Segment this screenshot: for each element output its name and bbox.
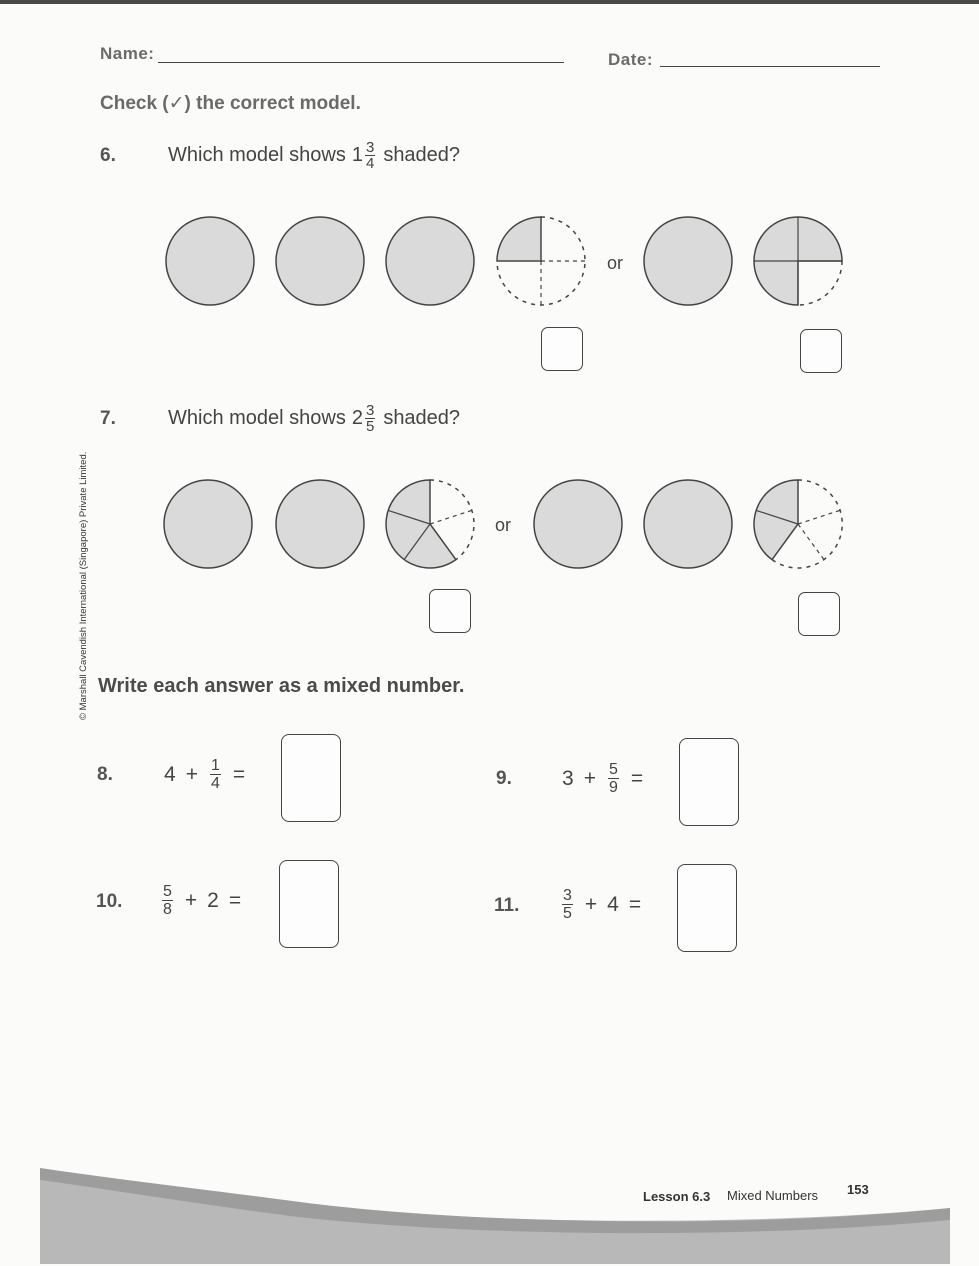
footer-lesson: Lesson 6.3	[643, 1189, 711, 1204]
q6-models	[155, 200, 855, 320]
q6-model-a-whole-circle-1	[166, 217, 254, 305]
q7-checkbox-a[interactable]	[429, 589, 471, 633]
p11-expression	[560, 887, 641, 922]
q7-checkbox-b[interactable]	[798, 592, 840, 636]
q7-model-b-whole-circle-1	[534, 480, 622, 568]
p11-fraction	[562, 887, 573, 922]
q7-text	[168, 403, 460, 434]
q7-model-b-partial-circle	[754, 480, 842, 568]
top-border	[0, 0, 979, 4]
p9-numerator: 5	[608, 761, 618, 778]
q6-whole: 1	[351, 144, 363, 166]
q7-mixed-number	[352, 403, 377, 434]
p10-plus: +	[184, 888, 198, 912]
p11-number: 11.	[494, 895, 520, 916]
page-number: 153	[847, 1182, 869, 1197]
q6-checkbox-b[interactable]	[800, 329, 842, 373]
name-field[interactable]	[158, 62, 564, 63]
q6-denominator: 4	[365, 155, 375, 172]
p11-numerator: 3	[563, 887, 572, 904]
q6-numerator: 3	[365, 139, 375, 156]
q6-or-label: or	[607, 253, 624, 273]
q6-text-after: shaded?	[383, 144, 461, 166]
p8-expression	[164, 757, 245, 792]
instruction-check: Check (✓) the correct model.	[100, 93, 361, 114]
q6-model-a-whole-circle-2	[276, 217, 364, 305]
p11-equals: =	[628, 892, 642, 916]
p11-denominator: 5	[563, 905, 572, 922]
q6-model-b-whole-circle	[644, 217, 732, 305]
p10-numerator: 5	[163, 883, 172, 900]
p10-equals: =	[228, 888, 242, 912]
q6-model-a-partial-circle	[497, 217, 585, 305]
q7-fraction	[365, 403, 375, 434]
q6-text-before: Which model shows	[168, 144, 346, 166]
p9-fraction	[608, 761, 619, 796]
q7-model-b-whole-circle-2	[644, 480, 732, 568]
q7-text-after: shaded?	[383, 407, 461, 429]
copyright-notice: © Marshall Cavendish International (Singapore) Private Limited.	[78, 451, 89, 720]
footer-topic: Mixed Numbers	[727, 1188, 819, 1203]
q7-number: 7.	[100, 408, 116, 429]
q7-numerator: 3	[365, 402, 375, 419]
p10-denominator: 8	[163, 901, 172, 918]
q7-whole: 2	[351, 407, 363, 429]
name-label: Name:	[100, 44, 155, 63]
p9-equals: =	[630, 766, 644, 790]
p8-plus: +	[185, 762, 198, 786]
p10-whole: 2	[207, 888, 219, 912]
q6-text	[168, 140, 460, 171]
q7-or-label: or	[495, 515, 512, 535]
p9-plus: +	[583, 766, 596, 790]
p10-answer-box[interactable]	[279, 860, 339, 948]
q6-model-b-partial-circle	[754, 217, 842, 305]
p10-fraction	[162, 883, 173, 918]
date-label: Date:	[608, 50, 654, 69]
instruction-write: Write each answer as a mixed number.	[98, 675, 465, 697]
q7-model-a-whole-circle-1	[164, 480, 252, 568]
q6-checkbox-a[interactable]	[541, 327, 583, 371]
p10-number: 10.	[96, 891, 123, 912]
q6-model-a-whole-circle-3	[386, 217, 474, 305]
p9-answer-box[interactable]	[679, 738, 739, 826]
p9-whole: 3	[562, 766, 574, 790]
q7-model-a-partial-circle	[386, 480, 474, 568]
p8-fraction	[210, 757, 221, 792]
p9-expression	[562, 761, 643, 796]
p8-number: 8.	[97, 764, 113, 785]
p8-denominator: 4	[210, 775, 220, 792]
p9-number: 9.	[496, 768, 512, 789]
p10-expression	[160, 883, 241, 918]
p11-answer-box[interactable]	[677, 864, 737, 952]
p11-whole: 4	[607, 892, 619, 916]
p8-numerator: 1	[210, 757, 220, 774]
footer-band	[40, 1168, 950, 1264]
p8-equals: =	[232, 762, 246, 786]
q7-model-a-whole-circle-2	[276, 480, 364, 568]
q7-text-before: Which model shows	[168, 407, 346, 429]
date-field[interactable]	[660, 66, 880, 67]
p9-denominator: 9	[608, 779, 618, 796]
p11-plus: +	[584, 892, 598, 916]
q6-number: 6.	[100, 145, 116, 166]
q6-fraction	[365, 140, 375, 171]
q7-denominator: 5	[365, 418, 375, 435]
q6-mixed-number	[352, 140, 377, 171]
p8-whole: 4	[164, 762, 176, 786]
p8-answer-box[interactable]	[281, 734, 341, 822]
